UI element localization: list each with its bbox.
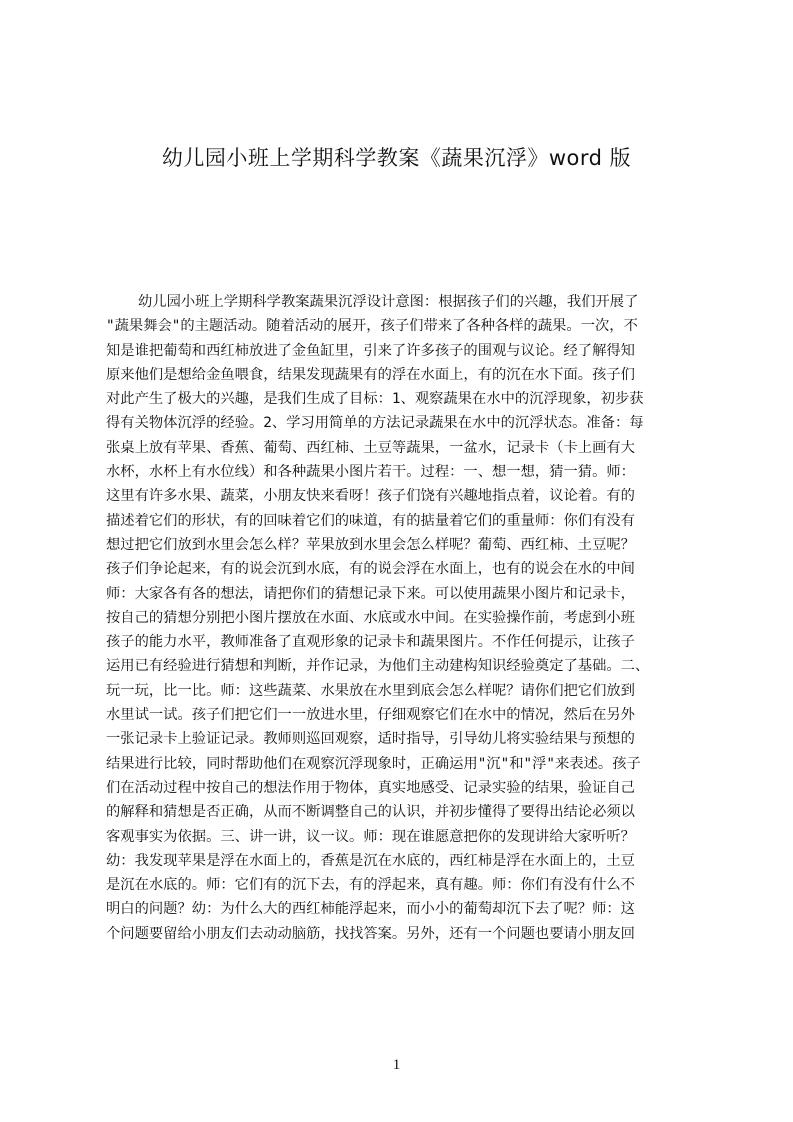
body-line: 明白的问题？幼：为什么大的西红柿能浮起来，而小小的葡萄却沉下去了呢？师：这 — [106, 901, 635, 918]
body-line: 幼：我发现苹果是浮在水面上的，香蕉是沉在水底的，西红柿是浮在水面上的，土豆 — [106, 852, 635, 869]
body-line: 知是谁把葡萄和西红柿放进了金鱼缸里，引来了许多孩子的围观与议论。经了解得知 — [106, 342, 635, 359]
body-line: 原来他们是想给金鱼喂食，结果发现蔬果有的浮在水面上，有的沉在水下面。孩子们 — [106, 366, 635, 383]
body-line: 张桌上放有苹果、香蕉、葡萄、西红柿、土豆等蔬果，一盆水，记录卡（卡上画有大 — [106, 439, 635, 456]
body-line: 运用已有经验进行猜想和判断，并作记录，为他们主动建构知识经验奠定了基础。二、 — [106, 658, 650, 675]
body-line: 得有关物体沉浮的经验。2、学习用简单的方法记录蔬果在水中的沉浮状态。准备：每 — [106, 415, 644, 432]
page-number: 1 — [392, 1057, 401, 1073]
body-text — [106, 290, 695, 946]
body-line: 一张记录卡上验证记录。教师则巡回观察，适时指导，引导幼儿将实验结果与预想的 — [106, 731, 635, 748]
page-title: 幼儿园小班上学期科学教案《蔬果沉浮》word 版 — [161, 146, 632, 170]
body-line: 是沉在水底的。师：它们有的沉下去，有的浮起来，真有趣。师：你们有没有什么不 — [106, 877, 635, 894]
body-line: 幼儿园小班上学期科学教案蔬果沉浮设计意图：根据孩子们的兴趣，我们开展了 — [138, 294, 639, 310]
body-line: 孩子们争论起来，有的说会沉到水底，有的说会浮在水面上，也有的说会在水的中间 — [106, 561, 635, 578]
body-line: 按自己的猜想分别把小图片摆放在水面、水底或水中间。在实验操作前，考虑到小班 — [106, 609, 635, 626]
body-line: 对此产生了极大的兴趣，是我们生成了目标：1、观察蔬果在水中的沉浮现象，初步获 — [106, 391, 644, 408]
body-line: 想过把它们放到水里会怎么样？苹果放到水里会怎么样呢？葡萄、西红柿、土豆呢？ — [106, 536, 635, 553]
body-line: 的解释和猜想是否正确，从而不断调整自己的认识，并初步懂得了要得出结论必须以 — [106, 804, 635, 821]
body-line: 水里试一试。孩子们把它们一一放进水里，仔细观察它们在水中的情况，然后在另外 — [106, 707, 635, 724]
body-line: "蔬果舞会"的主题活动。随着活动的展开，孩子们带来了各种各样的蔬果。一次，不 — [106, 318, 638, 335]
body-line: 孩子的能力水平，教师准备了直观形象的记录卡和蔬果图片。不作任何提示，让孩子 — [106, 634, 635, 651]
body-line: 师：大家各有各的想法，请把你们的猜想记录下来。可以使用蔬果小图片和记录卡， — [106, 585, 635, 602]
body-line: 客观事实为依据。三、讲一讲，议一议。师：现在谁愿意把你的发现讲给大家听听？ — [106, 828, 635, 845]
body-line: 这里有许多水果、蔬菜，小朋友快来看呀！孩子们饶有兴趣地指点着，议论着。有的 — [106, 488, 635, 505]
body-line: 玩一玩，比一比。师：这些蔬菜、水果放在水里到底会怎么样呢？请你们把它们放到 — [106, 682, 635, 699]
body-line: 描述着它们的形状，有的回味着它们的味道，有的掂量着它们的重量师：你们有没有 — [106, 512, 635, 529]
body-line: 个问题要留给小朋友们去动动脑筋，找找答案。另外，还有一个问题也要请小朋友回 — [106, 925, 635, 942]
body-line: 结果进行比较，同时帮助他们在观察沉浮现象时，正确运用"沉"和"浮"来表述。孩子 — [106, 755, 641, 772]
body-line: 们在活动过程中按自己的想法作用于物体，真实地感受、记录实验的结果，验证自己 — [106, 779, 635, 796]
body-line: 水杯，水杯上有水位线）和各种蔬果小图片若干。过程：一、想一想，猜一猜。师： — [106, 464, 635, 481]
